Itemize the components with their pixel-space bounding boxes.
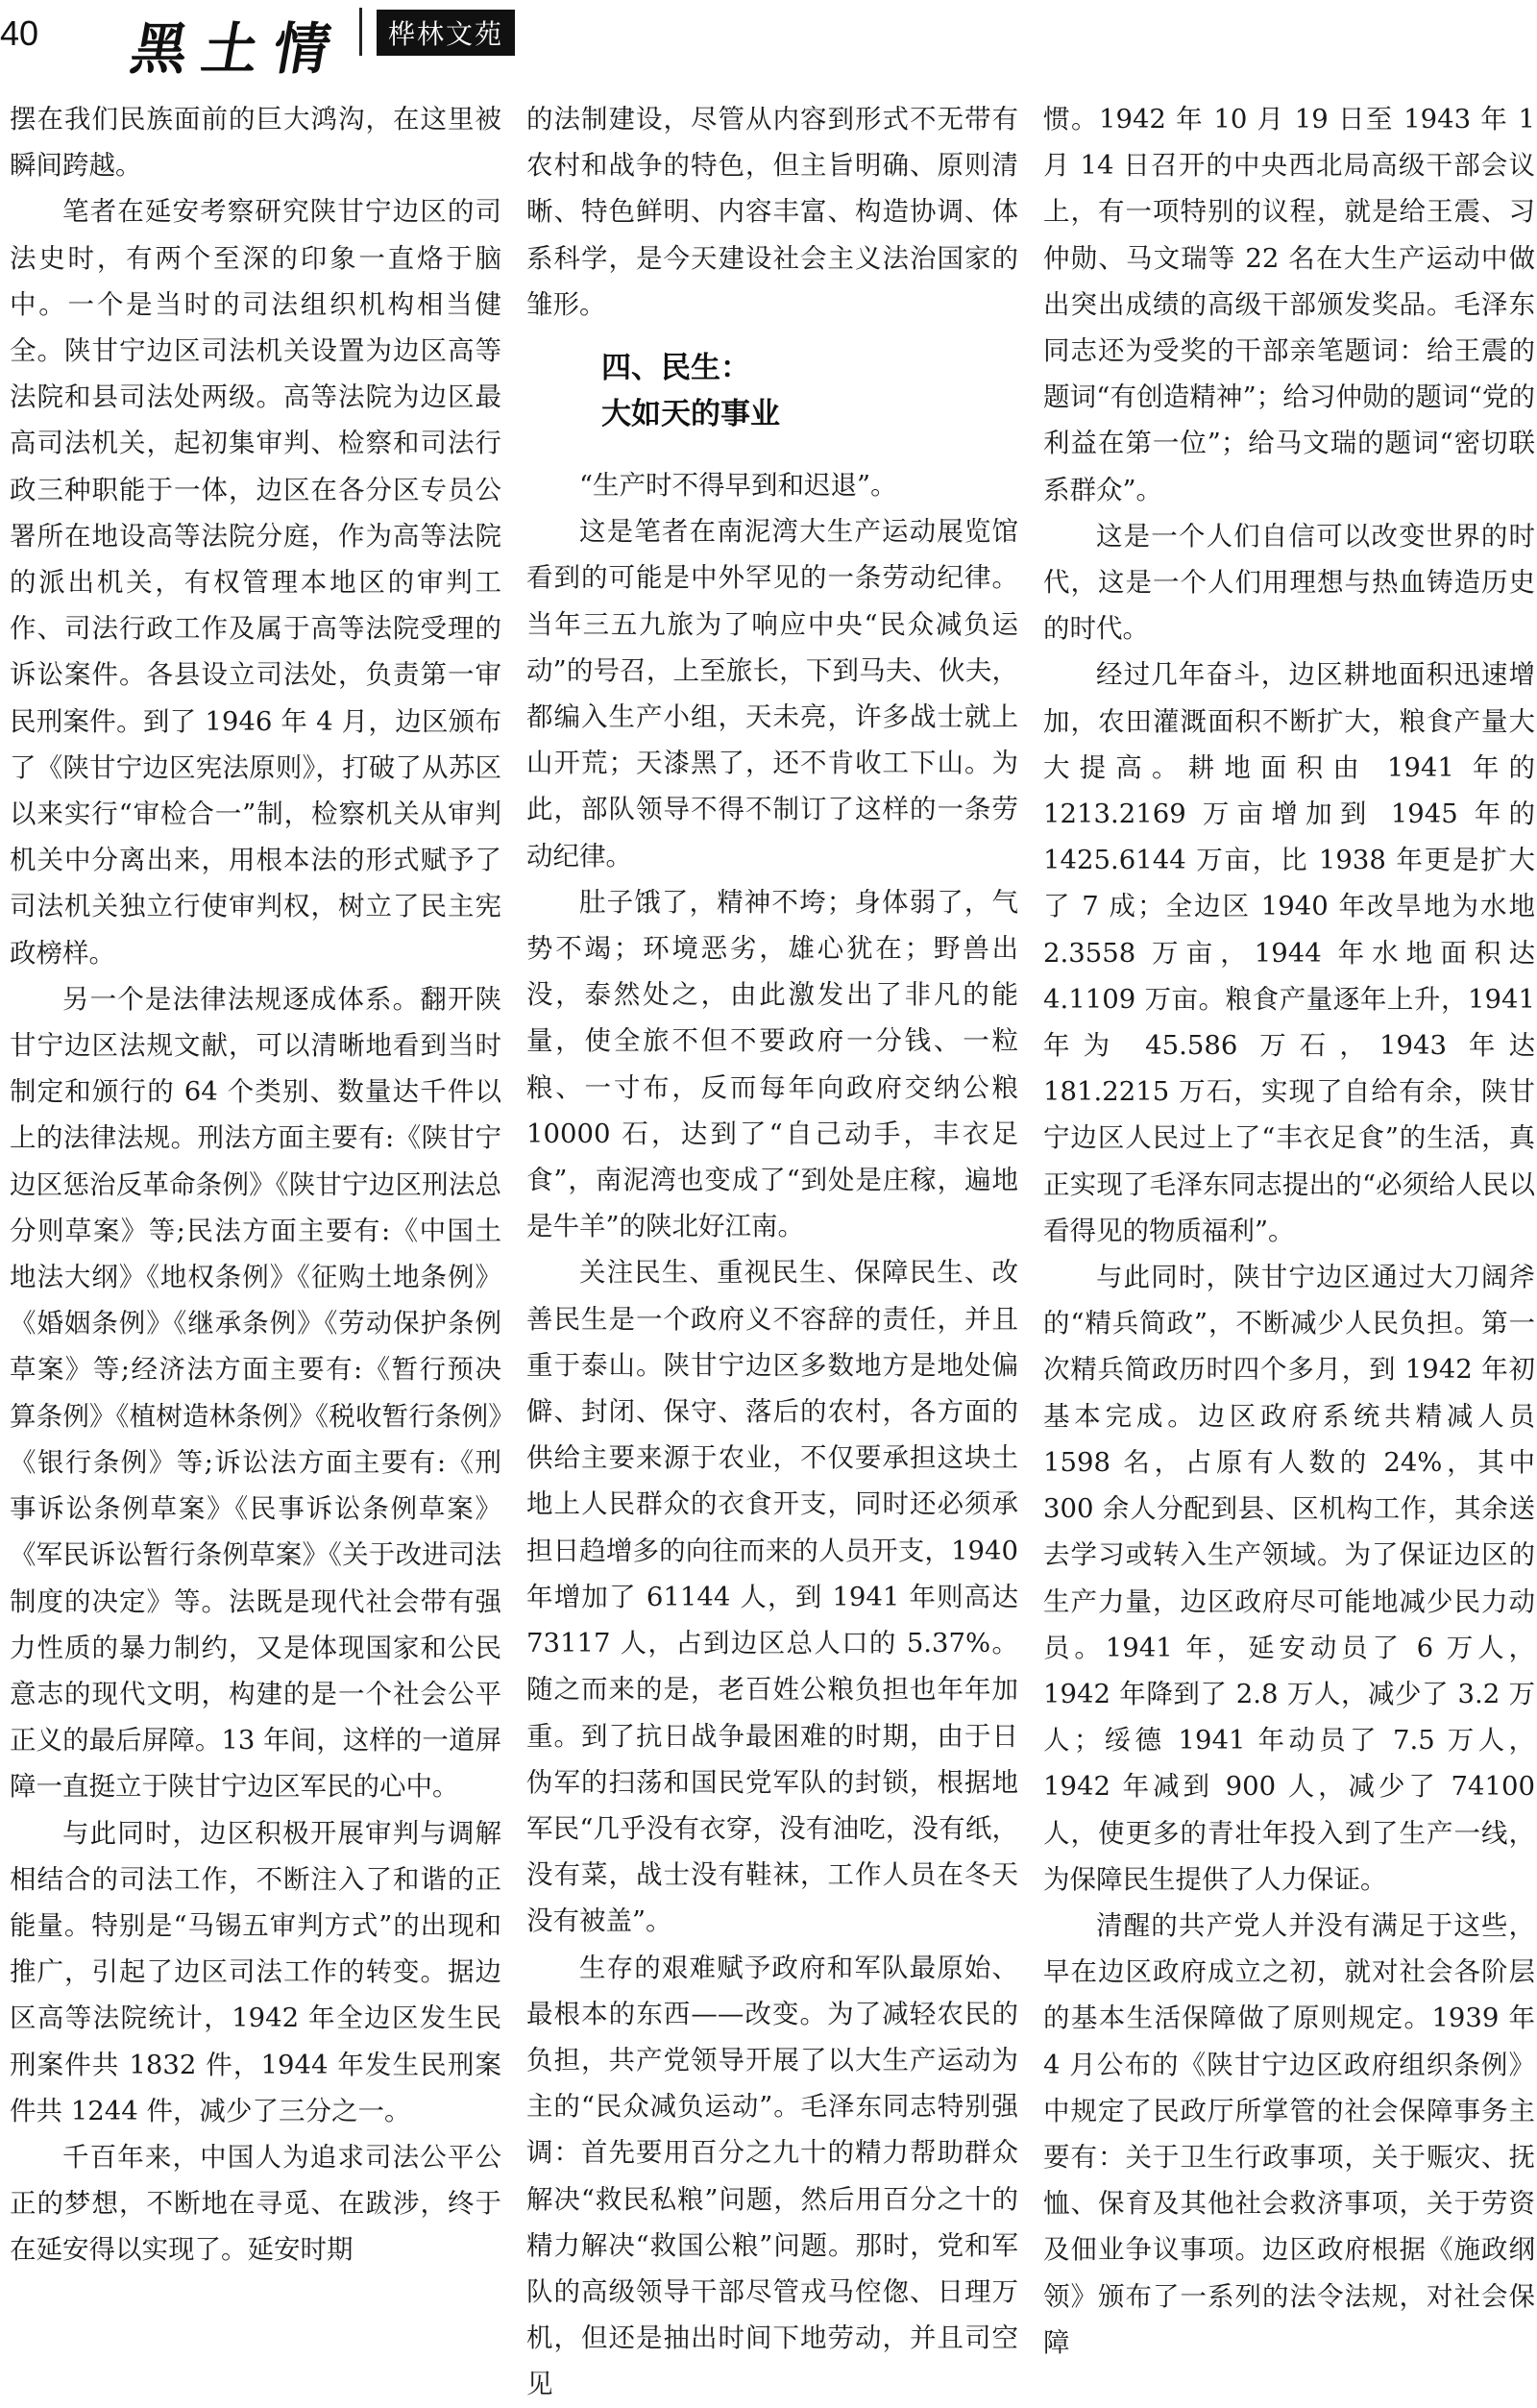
paragraph: 千百年来，中国人为追求司法公平公正的梦想，不断地在寻觅、在跋涉，终于在延安得以实现了。延安时期 <box>10 2141 501 2266</box>
article-column-1 <box>10 96 501 2273</box>
paragraph: 经过几年奋斗，边区耕地面积迅速增加，农田灌溉面积不断扩大，粮食产量大大提高。耕地面积由 1941 年的 1213.2169 万亩增加到 1945 年的 1425.6144 万亩，比 1938 年更是扩大了 7 成；全边区 1940 年改旱地为水地 2.3558 万亩，1944 年水地面积达 4.1109 万亩。粮食产量逐年上升，1941 年为 45.586 万石，1943 年达 181.2215 万石，实现了自给有余，陕甘宁边区人民过上了“丰衣足食”的生活，真正实现了毛泽东同志提出的“必须给人民以看得见的物质福利”。 <box>1043 659 1535 1246</box>
paragraph: 的法制建设，尽管从内容到形式不无带有农村和战争的特色，但主旨明确、原则清晰、特色鲜明、内容丰富、构造协调、体系科学，是今天建设社会主义法治国家的雏形。 <box>526 104 1018 320</box>
paragraph: 笔者在延安考察研究陕甘宁边区的司法史时，有两个至深的印象一直烙于脑中。一个是当时的司法组织机构相当健全。陕甘宁边区司法机关设置为边区高等法院和县司法处两级。高等法院为边区最高司法机关，起初集审判、检察和司法行政三种职能于一体，边区在各分区专员公署所在地设高等法院分庭，作为高等法院的派出机关，有权管理本地区的审判工作、司法行政工作及属于高等法院受理的诉讼案件。各县设立司法处，负责第一审民刑案件。到了 1946 年 4 月，边区颁布了《陕甘宁边区宪法原则》，打破了从苏区以来实行“审检合一”制，检察机关从审判机关中分离出来，用根本法的形式赋予了司法机关独立行使审判权，树立了民主宪政榜样。 <box>10 196 501 969</box>
header-divider <box>359 8 362 56</box>
page-header <box>0 0 1537 82</box>
paragraph: 肚子饿了，精神不垮；身体弱了，气势不竭；环境恶劣，雄心犹在；野兽出没，泰然处之，由此激发出了非凡的能量，使全旅不但不要政府一分钱、一粒粮、一寸布，反而每年向政府交纳公粮 10000 石，达到了“自己动手，丰衣足食”，南泥湾也变成了“到处是庄稼，遍地是牛羊”的陕北好江南。 <box>526 886 1018 1242</box>
page-number: 40 <box>0 13 39 53</box>
section-heading-line-2: 大如天的事业 <box>601 397 780 432</box>
article-column-3 <box>1043 96 1535 2366</box>
paragraph: 关注民生、重视民生、保障民生、改善民生是一个政府义不容辞的责任，并且重于泰山。陕甘宁边区多数地方是地处偏僻、封闭、保守、落后的农村，各方面的供给主要来源于农业，不仅要承担这块土地上人民群众的衣食开支，同时还必须承担日趋增多的向往而来的人员开支，1940 年增加了 61144 人，到 1941 年则高达 73117 人，占到边区总人口的 5.37%。随之而来的是，老百姓公粮负担也年年加重。到了抗日战争最困难的时期，由于日伪军的扫荡和国民党军队的封锁，根据地军民“几乎没有衣穿，没有油吃，没有纸，没有菜，战士没有鞋袜，工作人员在冬天没有被盖”。 <box>526 1257 1018 1937</box>
paragraph: 清醒的共产党人并没有满足于这些，早在边区政府成立之初，就对社会各阶层的基本生活保障做了原则规定。1939 年 4 月公布的《陕甘宁边区政府组织条例》中规定了民政厅所掌管的社会保障事务主要有：关于卫生行政事项，关于赈灾、抚恤、保育及其他社会救济事项，关于劳资及佃业争议事项。边区政府根据《施政纲领》颁布了一系列的法令法规，对社会保障 <box>1043 1909 1535 2358</box>
paragraph: 与此同时，陕甘宁边区通过大刀阔斧的“精兵简政”，不断减少人民负担。第一次精兵简政历时四个多月，到 1942 年初基本完成。边区政府系统共精减人员 1598 名，占原有人数的 24%，其中 300 余人分配到县、区机构工作，其余送去学习或转入生产领域。为了保证边区的生产力量，边区政府尽可能地减少民力动员。1941 年，延安动员了 6 万人，1942 年降到了 2.8 万人，减少了 3.2 万人；绥德 1941 年动员了 7.5 万人，1942 年减到 900 人，减少了 74100 人，使更多的青壮年投入到了生产一线，为保障民生提供了人力保证。 <box>1043 1262 1535 1895</box>
paragraph: 惯。1942 年 10 月 19 日至 1943 年 1 月 14 日召开的中央西北局高级干部会议上，有一项特别的议程，就是给王震、习仲勋、马文瑞等 22 名在大生产运动中做出突出成绩的高级干部颁发奖品。毛泽东同志还为受奖的干部亲笔题词：给王震的题词“有创造精神”；给习仲勋的题词“党的利益在第一位”；给马文瑞的题词“密切联系群众”。 <box>1043 104 1535 505</box>
paragraph: 摆在我们民族面前的巨大鸿沟，在这里被瞬间跨越。 <box>10 104 501 182</box>
article-column-2 <box>526 96 1018 2408</box>
masthead-title: 黑土情 <box>126 16 352 82</box>
paragraph: 生存的艰难赋予政府和军队最原始、最根本的东西——改变。为了减轻农民的负担，共产党领导开展了以大生产运动为主的“民众减负运动”。毛泽东同志特别强调：首先要用百分之九十的精力帮助群众解决“救民私粮”问题，然后用百分之十的精力解决“救国公粮”问题。那时，党和军队的高级领导干部尽管戎马倥偬、日理万机，但还是抽出时间下地劳动，并且司空见 <box>526 1952 1018 2400</box>
paragraph: 另一个是法律法规逐成体系。翻开陕甘宁边区法规文献，可以清晰地看到当时制定和颁行的 64 个类别、数量达千件以上的法律法规。刑法方面主要有:《陕甘宁边区惩治反革命条例》《陕甘宁边区刑法总分则草案》等;民法方面主要有:《中国土地法大纲》《地权条例》《征购土地条例》《婚姻条例》《继承条例》《劳动保护条例草案》等;经济法方面主要有:《暂行预决算条例》《植树造林条例》《税收暂行条例》《银行条例》等;诉讼法方面主要有:《刑事诉讼条例草案》《民事诉讼条例草案》《军民诉讼暂行条例草案》《关于改进司法制度的决定》等。法既是现代社会带有强力性质的暴力制约，又是体现国家和公民意志的现代文明，构建的是一个社会公平正义的最后屏障。13 年间，这样的一道屏障一直挺立于陕甘宁边区军民的心中。 <box>10 983 501 1803</box>
section-heading <box>526 345 1018 437</box>
paragraph: 这是笔者在南泥湾大生产运动展览馆看到的可能是中外罕见的一条劳动纪律。当年三五九旅为了响应中央“民众减负运动”的号召，上至旅长，下到马夫、伙夫，都编入生产小组，天未亮，许多战士就上山开荒；天漆黑了，还不肯收工下山。为此，部队领导不得不制订了这样的一条劳动纪律。 <box>526 516 1018 872</box>
column-label: 桦林文苑 <box>377 10 515 56</box>
section-heading-line-1: 四、民生： <box>601 351 750 386</box>
paragraph: 这是一个人们自信可以改变世界的时代，这是一个人们用理想与热血铸造历史的时代。 <box>1043 520 1535 645</box>
paragraph: 与此同时，边区积极开展审判与调解相结合的司法工作，不断注入了和谐的正能量。特别是“马锡五审判方式”的出现和推广，引起了边区司法工作的转变。据边区高等法院统计，1942 年全边区发生民刑案件共 1832 件，1944 年发生民刑案件共 1244 件，减少了三分之一。 <box>10 1817 501 2126</box>
paragraph: “生产时不得早到和迟退”。 <box>579 470 897 502</box>
